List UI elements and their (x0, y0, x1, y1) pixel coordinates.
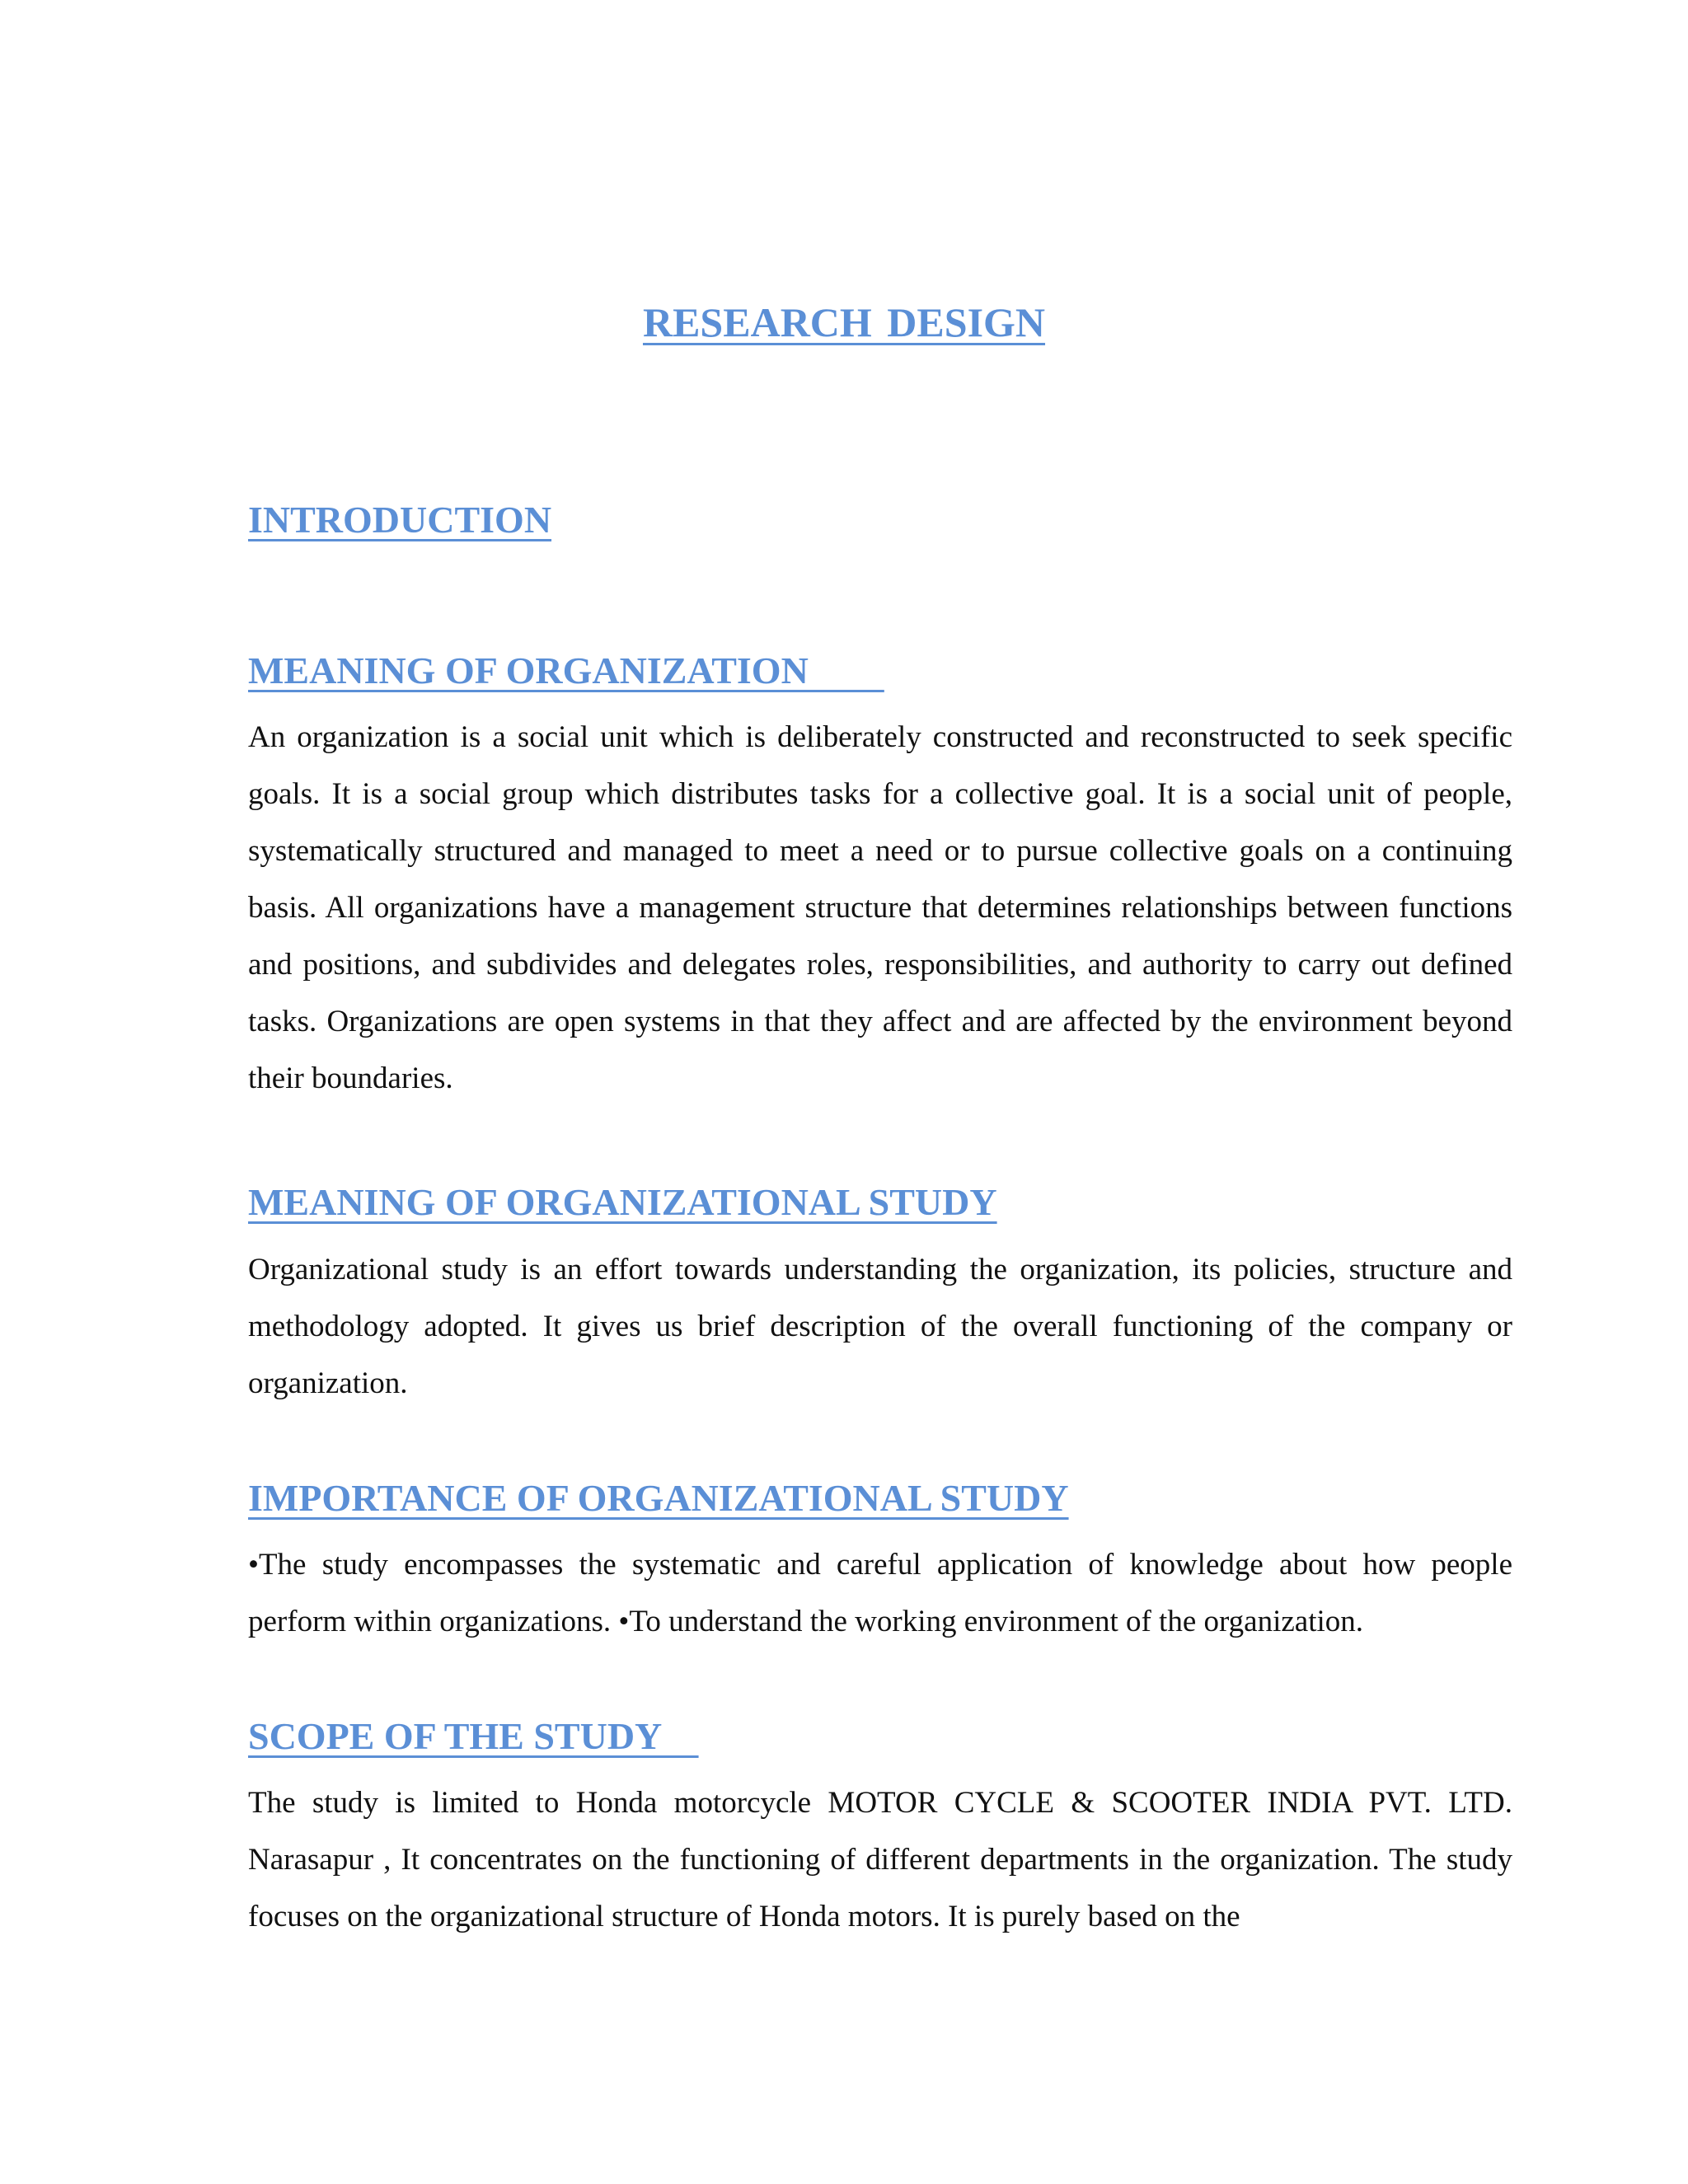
page-title-text: RESEARCH DESIGN (642, 299, 1046, 345)
paragraph-importance-of-organizational-study: •The study encompasses the systematic and careful application of knowledge about how people perform within organizations. •To understand the working environment of the organization. (248, 1548, 1512, 1638)
page-title (0, 299, 1688, 345)
paragraph-scope-of-the-study: The study is limited to Honda motorcycle MOTOR CYCLE & SCOOTER INDIA PVT. LTD. Narasapur , It concentrates on the functioning of different departments in the organization. The study focuses on the organizational structure of Honda motors. It is purely based on the (248, 1786, 1512, 1933)
heading-importance-of-organizational-study: IMPORTANCE OF ORGANIZATIONAL STUDY (248, 1477, 1069, 1519)
heading-meaning-of-organizational-study: MEANING OF ORGANIZATIONAL STUDY (248, 1181, 997, 1223)
paragraph-meaning-of-organization: An organization is a social unit which is deliberately constructed and reconstructed to seek specific goals. It is a social group which distributes tasks for a collective goal. It is a social unit of people, systematically structured and managed to meet a need or to pursue collective goals on a continuing basis. All organizations have a management structure that determines relationships between functions and positions, and subdivides and delegates roles, responsibilities, and authority to carry out defined tasks. Organizations are open systems in that they affect and are affected by the environment beyond their boundaries. (248, 720, 1512, 1095)
paragraph-meaning-of-organizational-study: Organizational study is an effort towards understanding the organization, its policies, structure and methodology adopted. It gives us brief description of the overall functioning of the company or organization. (248, 1253, 1512, 1400)
heading-introduction: INTRODUCTION (248, 499, 552, 541)
heading-scope-of-the-study: SCOPE OF THE STUDY (248, 1715, 699, 1757)
heading-meaning-of-organization: MEANING OF ORGANIZATION (248, 649, 884, 691)
